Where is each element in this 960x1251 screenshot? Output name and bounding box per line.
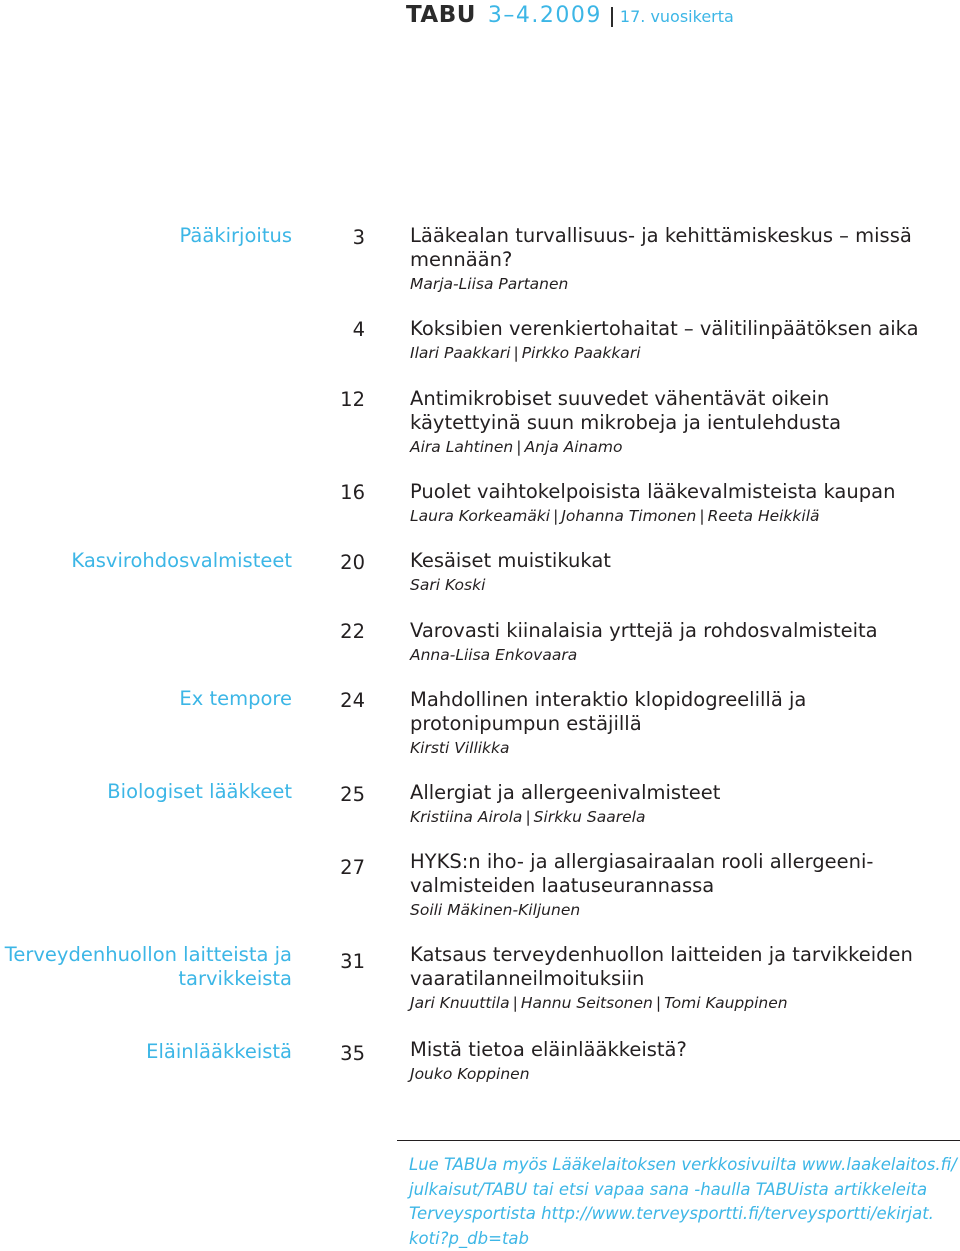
- author-separator: |: [513, 344, 518, 362]
- footer-line: koti?p_db=tab: [409, 1227, 957, 1251]
- masthead: [406, 2, 734, 32]
- article-authors: Anna-Liisa Enkovaara: [410, 644, 958, 666]
- section-kasvirohdosvalmisteet: Kasvirohdosvalmisteet: [0, 549, 292, 573]
- toc-entry[interactable]: [410, 387, 940, 458]
- article-title: Mistä tietoa eläinlääkkeistä?: [410, 1038, 958, 1062]
- article-title: Allergiat ja allergeenivalmisteet: [410, 781, 958, 805]
- author-separator: |: [699, 507, 704, 525]
- section-biologiset-laakkeet: Biologiset lääkkeet: [0, 780, 292, 804]
- article-title: Koksibien verenkiertohaitat – välitilinpäätöksen aika: [410, 317, 958, 341]
- footer-divider: [397, 1140, 960, 1141]
- section-terveydenhuollon-laitteista: Terveydenhuollon laitteista ja tarvikkeista: [0, 943, 292, 991]
- toc-entry[interactable]: [410, 688, 958, 759]
- page-number: 31: [315, 950, 365, 973]
- article-title: Varovasti kiinalaisia yrttejä ja rohdosvalmisteita: [410, 619, 958, 643]
- article-title: HYKS:n iho- ja allergiasairaalan rooli allergeeni-valmisteiden laatuseurannassa: [410, 850, 880, 898]
- page-number: 4: [315, 318, 365, 341]
- toc-entry[interactable]: [410, 549, 958, 596]
- article-authors: Soili Mäkinen-Kiljunen: [410, 899, 880, 921]
- volume-label: 17. vuosikerta: [620, 7, 734, 26]
- page-number: 24: [315, 689, 365, 712]
- author-separator: |: [525, 808, 530, 826]
- page-number: 25: [315, 783, 365, 806]
- page-number: 35: [315, 1042, 365, 1065]
- page-number: 20: [315, 551, 365, 574]
- article-title: Antimikrobiset suuvedet vähentävät oikein käytettyinä suun mikrobeja ja ientulehdusta: [410, 387, 940, 435]
- article-authors: Marja-Liisa Partanen: [410, 273, 958, 295]
- page-number: 3: [315, 226, 365, 249]
- article-authors: Jouko Koppinen: [410, 1063, 958, 1085]
- author-separator: |: [553, 507, 558, 525]
- article-title: Mahdollinen interaktio klopidogreelillä ja protonipumpun estäjillä: [410, 688, 958, 736]
- toc-entry[interactable]: [410, 619, 958, 666]
- footer-line: julkaisut/TABU tai etsi vapaa sana -haulla TABUista artikkeleita: [409, 1178, 957, 1203]
- article-authors: Sari Koski: [410, 574, 958, 596]
- author-separator: |: [513, 994, 518, 1012]
- toc-entry[interactable]: [410, 1038, 958, 1085]
- article-authors: Ilari Paakkari | Pirkko Paakkari: [410, 342, 958, 364]
- page-number: 16: [315, 481, 365, 504]
- magazine-title: TABU: [406, 2, 476, 28]
- toc-entry[interactable]: [410, 943, 958, 1014]
- footer-note: [409, 1153, 957, 1251]
- toc-entry[interactable]: [410, 317, 958, 364]
- page-number: 12: [315, 388, 365, 411]
- article-authors: Laura Korkeamäki | Johanna Timonen | Reeta Heikkilä: [410, 505, 958, 527]
- author-separator: |: [516, 438, 521, 456]
- article-title: Puolet vaihtokelpoisista lääkevalmisteista kaupan: [410, 480, 958, 504]
- article-title: Kesäiset muistikukat: [410, 549, 958, 573]
- article-title: Lääkealan turvallisuus- ja kehittämiskeskus – missä mennään?: [410, 224, 958, 272]
- article-authors: Kristiina Airola | Sirkku Saarela: [410, 806, 958, 828]
- toc-entry[interactable]: [410, 781, 958, 828]
- toc-entry[interactable]: [410, 480, 958, 527]
- article-authors: Jari Knuuttila | Hannu Seitsonen | Tomi Kauppinen: [410, 992, 958, 1014]
- section-ex-tempore: Ex tempore: [0, 687, 292, 711]
- footer-line: Terveysportista http://www.terveysportti.fi/terveysportti/ekirjat.: [409, 1202, 957, 1227]
- issue-number: 3–4.2009: [488, 3, 602, 28]
- masthead-divider: [611, 7, 613, 27]
- article-title: Katsaus terveydenhuollon laitteiden ja tarvikkeiden vaaratilanneilmoituksiin: [410, 943, 958, 991]
- article-authors: Aira Lahtinen | Anja Ainamo: [410, 436, 940, 458]
- author-separator: |: [656, 994, 661, 1012]
- toc-entry[interactable]: [410, 850, 880, 921]
- page-number: 22: [315, 620, 365, 643]
- section-paakirjoitus: Pääkirjoitus: [0, 224, 292, 248]
- section-elainlaakkeista: Eläinlääkkeistä: [0, 1040, 292, 1064]
- footer-line: Lue TABUa myös Lääkelaitoksen verkkosivuilta www.laakelaitos.fi/: [409, 1153, 957, 1178]
- toc-entry[interactable]: [410, 224, 958, 295]
- page-number: 27: [315, 856, 365, 879]
- article-authors: Kirsti Villikka: [410, 737, 958, 759]
